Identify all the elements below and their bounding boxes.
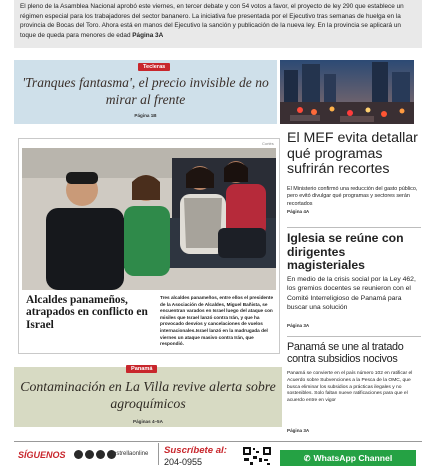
mef-page: Página 4A — [287, 209, 310, 214]
follow-label: SÍGUENOS — [18, 450, 66, 460]
subscribe-label: Suscríbete al: — [164, 445, 227, 456]
mef-headline[interactable]: El MEF evita detallar qué programas sufrirán recortes — [287, 130, 418, 177]
mayors-airport-photo — [22, 148, 276, 290]
divider — [287, 227, 421, 228]
tratado-page: Página 3A — [287, 428, 310, 433]
divider — [287, 336, 421, 337]
iglesia-headline[interactable]: Iglesia se reúne con dirigentes magisteriales — [287, 231, 404, 273]
lead-story-box — [14, 0, 422, 48]
whatsapp-label: WhatsApp Channel — [313, 453, 393, 463]
iglesia-text: En medio de la crisis social por la Ley 462, los gremios docentes se reunieron con el Comité Interreligioso de Panamá para buscar una solución — [287, 276, 416, 312]
whatsapp-channel-button[interactable] — [280, 450, 416, 466]
mayors-photo-graphic — [22, 148, 276, 290]
qr-code-icon[interactable] — [242, 446, 272, 466]
divider — [158, 443, 159, 465]
tranques-tag: Tecleras — [138, 63, 170, 71]
instagram-icon[interactable] — [74, 450, 83, 459]
alert-page: Páginas 4–5A — [133, 419, 163, 424]
mef-text: El Ministerio confirmó una reducción del gasto público, pero evitó divulgar qué programas y sectores serán recortados — [287, 186, 418, 207]
whatsapp-icon: ✆ — [303, 453, 311, 463]
lead-story-page: Página 3A — [132, 31, 164, 39]
main-headline[interactable]: Alcaldes panameños, atrapados en conflicto en Israel — [26, 294, 148, 331]
alert-title[interactable]: Contaminación en La Villa revive alerta sobre agroquímicos — [20, 379, 276, 411]
city-traffic-photo — [280, 60, 414, 124]
city-photo-graphic — [280, 60, 414, 124]
subscribe-phone[interactable]: 204-0955 — [164, 457, 203, 467]
lead-story-text: El pleno de la Asamblea Nacional aprobó este viernes, en tercer debate y con 54 votos a favor, el proyecto de ley 290 que establece un régimen especial para los trabajadores del sector bananero. La iniciativa fue presentada por el Ejecutivo tras semanas de huelga en la provincia de Bocas del Toro. Ahora está en manos del Ejecutivo la sanción y publicación de la nueva ley. En la provincia se aplicará un toque de queda para menores de edad — [20, 3, 404, 39]
social-icons — [74, 450, 116, 459]
tratado-headline[interactable]: Panamá se une al tratado contra subsidios nocivos — [287, 341, 404, 366]
iglesia-page: Página 3A — [287, 323, 310, 328]
tranques-page: Página 1B — [134, 113, 157, 118]
facebook-icon[interactable] — [85, 450, 94, 459]
main-caption: Tres alcaldes panameños, entre ellos el presidente de la Asociación de Alcaldes, Miguel Bañista, se encuentran varados en Israel luego del ataque con misiles que Israel lanzó contra Irán, y que ha provocado desvíos y cancelaciones de vuelos internacionales.Israel lanzó en la madrugada del viernes un ataque masivo contra Irán, que respondió. — [160, 295, 274, 347]
tranques-title[interactable]: 'Tranques fantasma', el precio invisible de no mirar al frente — [22, 75, 269, 107]
social-handle[interactable]: estrellaonline — [113, 451, 149, 457]
tiktok-icon[interactable] — [96, 450, 105, 459]
tratado-text: Panamá se convierte en el país número 102 en ratificar el Acuerdo sobre Subvenciones a la Pesca de la OMC, que busca eliminar los subsidios a prácticas ilegales y no sostenibles. Solo faltan nueve ratificaciones para que el acuerdo entre en vigor — [287, 371, 413, 404]
photo-credit: Cortés — [262, 141, 274, 146]
alert-tag: Panamá — [126, 365, 157, 373]
